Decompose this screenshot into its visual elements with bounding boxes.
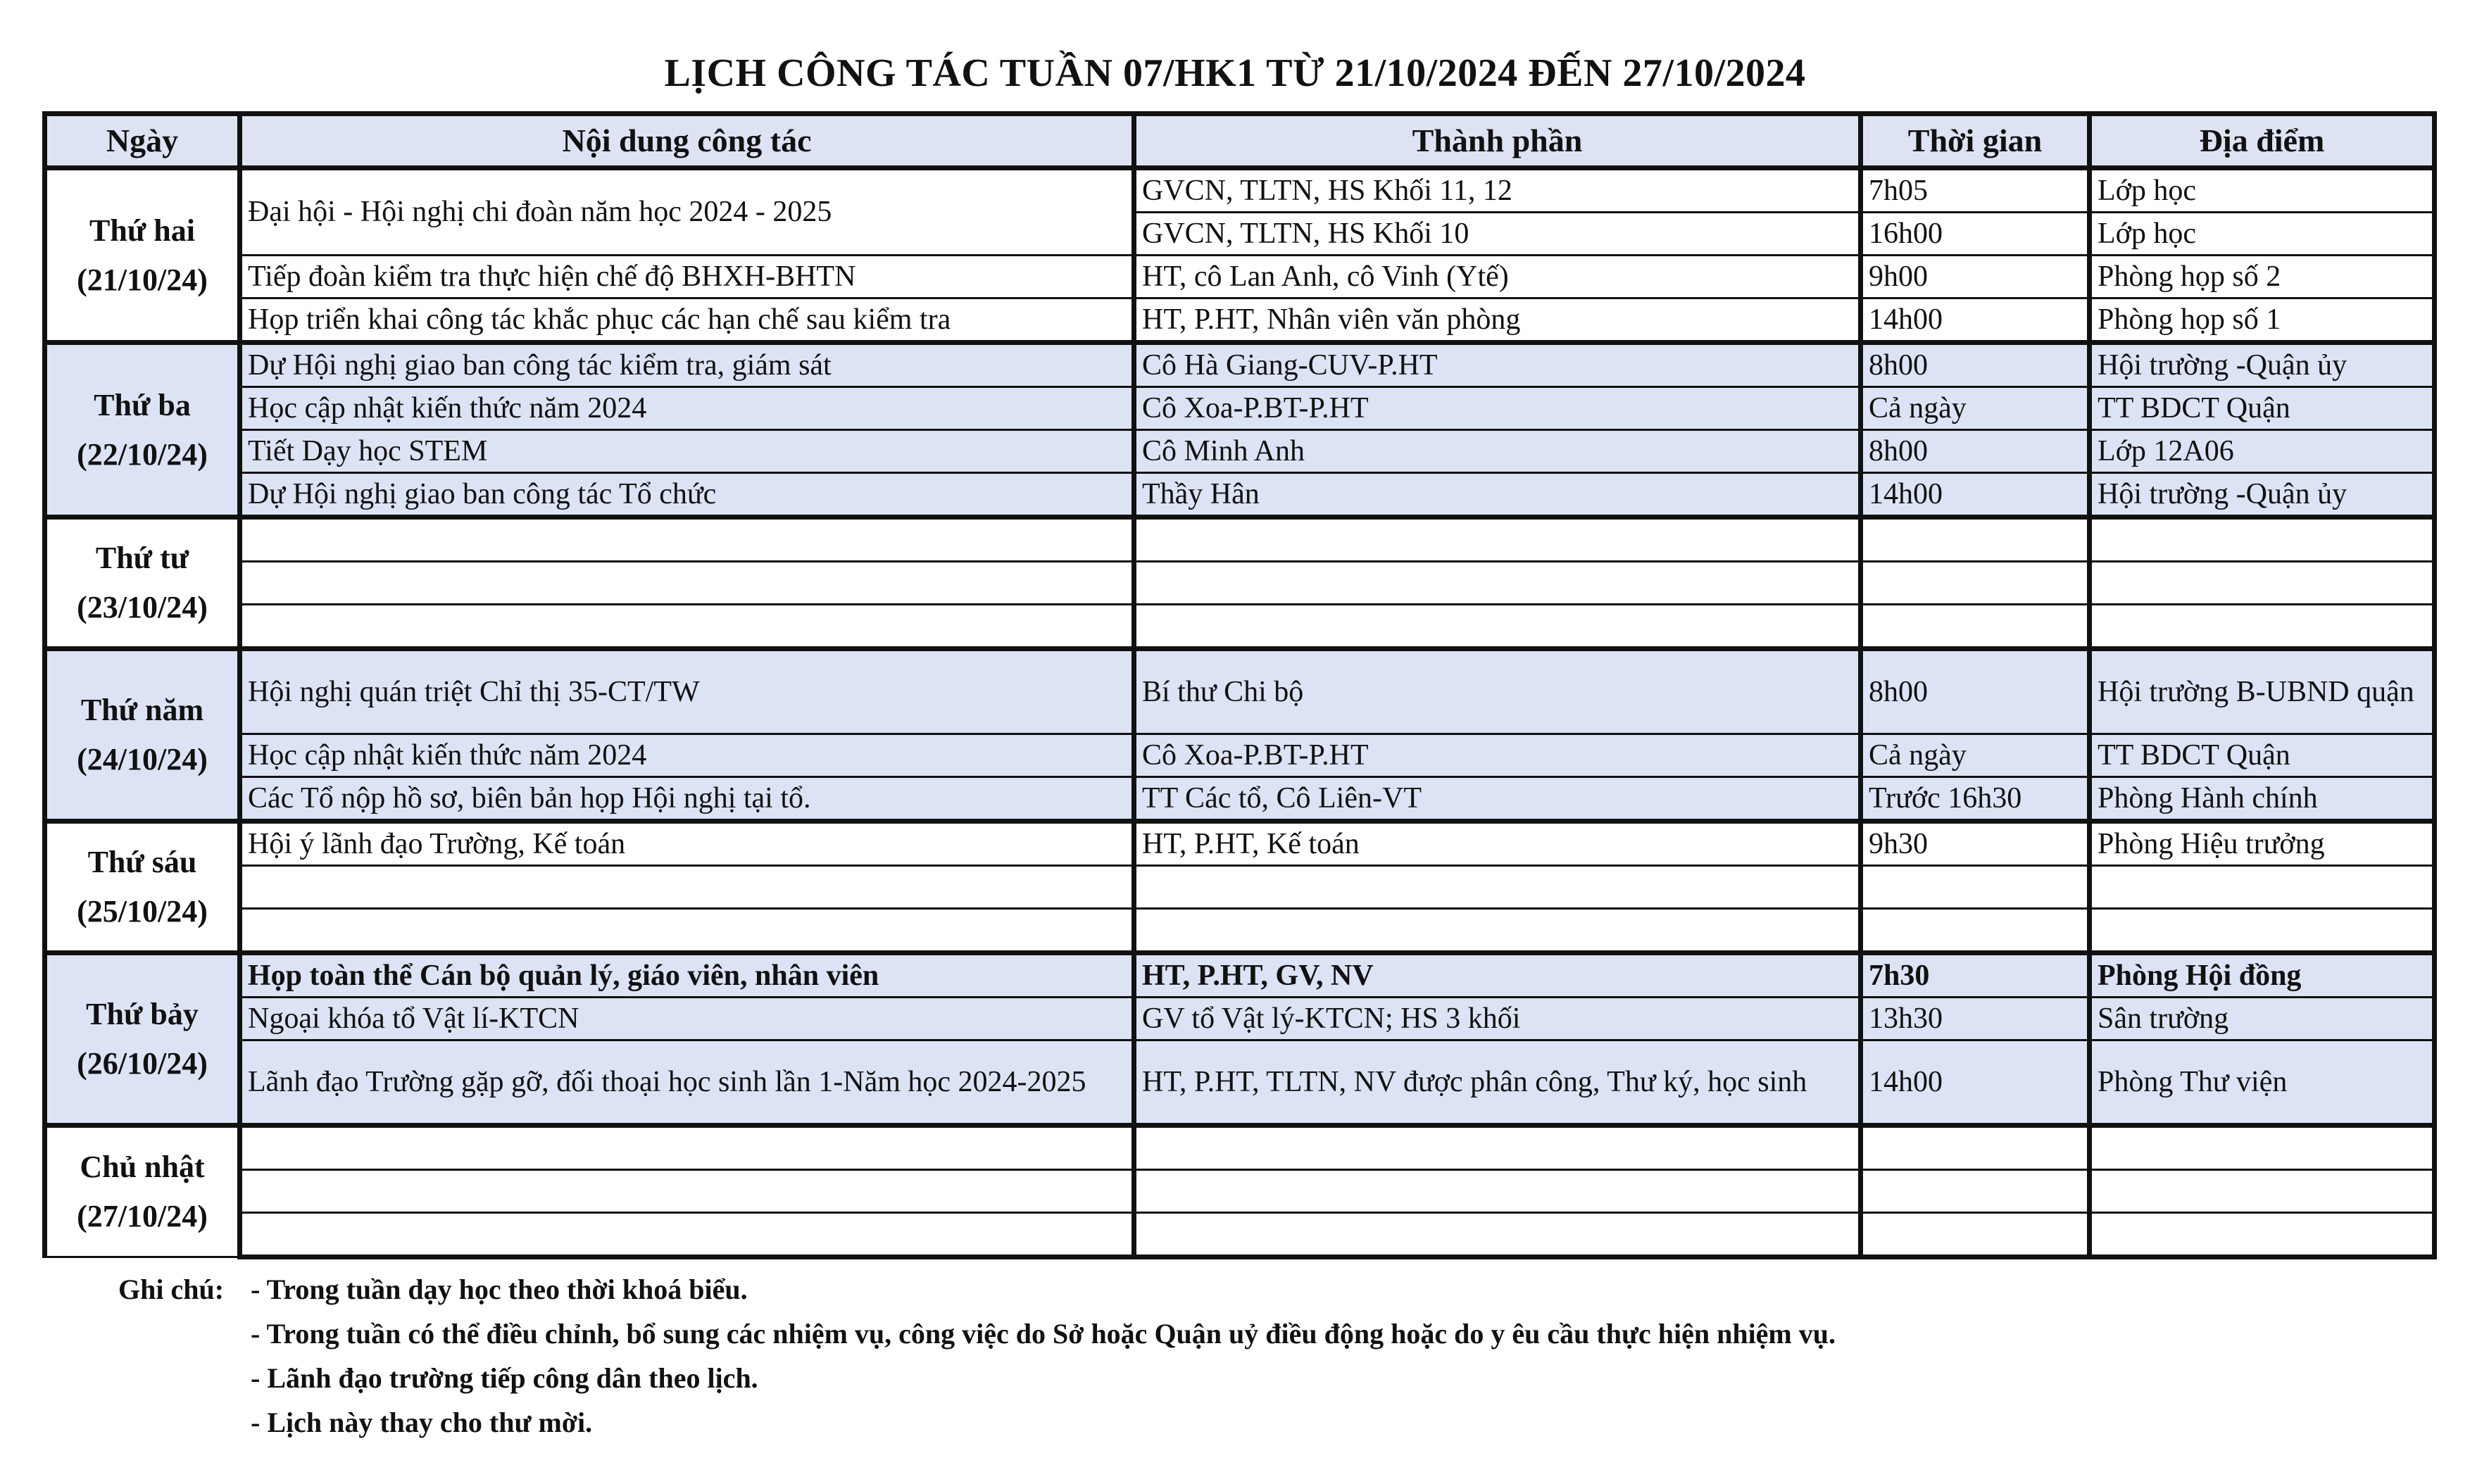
table-row — [45, 777, 2435, 822]
table-row — [45, 1040, 2435, 1126]
header-row — [45, 114, 2435, 168]
content-cell — [240, 605, 1134, 649]
members-cell: Cô Xoa-P.BT-P.HT — [1134, 734, 1861, 777]
place-cell — [2090, 1213, 2435, 1257]
members-cell: Cô Xoa-P.BT-P.HT — [1134, 387, 1861, 430]
content-cell: Các Tổ nộp hồ sơ, biên bản họp Hội nghị tại tổ. — [240, 777, 1134, 822]
content-cell: Họp triển khai công tác khắc phục các hạn chế sau kiểm tra — [240, 298, 1134, 343]
place-cell — [2090, 1126, 2435, 1170]
header-place: Địa điểm — [2090, 114, 2435, 168]
note-item: - Lãnh đạo trường tiếp công dân theo lịch. — [251, 1362, 758, 1394]
content-cell: Tiếp đoàn kiểm tra thực hiện chế độ BHXH-BHTN — [240, 256, 1134, 298]
time-cell: 16h00 — [1861, 213, 2090, 256]
place-cell: Hội trường B-UBND quận — [2090, 649, 2435, 734]
place-cell: TT BDCT Quận — [2090, 734, 2435, 777]
day-date: (22/10/24) — [77, 436, 208, 472]
day-name: Thứ tư — [95, 541, 189, 575]
day-cell-thursday — [45, 649, 240, 822]
day-cell-wednesday — [45, 517, 240, 649]
table-row — [45, 1126, 2435, 1170]
time-cell: 7h30 — [1861, 953, 2090, 998]
members-cell: Bí thư Chi bộ — [1134, 649, 1861, 734]
time-cell: Trước 16h30 — [1861, 777, 2090, 822]
content-cell: Hội ý lãnh đạo Trường, Kế toán — [240, 822, 1134, 866]
time-cell — [1861, 605, 2090, 649]
table-row — [45, 649, 2435, 734]
content-cell — [240, 562, 1134, 605]
members-cell — [1134, 1126, 1861, 1170]
members-cell — [1134, 562, 1861, 605]
table-row — [45, 562, 2435, 605]
place-cell: Phòng Hành chính — [2090, 777, 2435, 822]
header-content: Nội dung công tác — [240, 114, 1134, 168]
time-cell — [1861, 909, 2090, 953]
members-cell: HT, P.HT, Kế toán — [1134, 822, 1861, 866]
table-row — [45, 256, 2435, 298]
table-row — [45, 822, 2435, 866]
time-cell: 14h00 — [1861, 1040, 2090, 1126]
content-cell — [240, 909, 1134, 953]
table-row — [45, 953, 2435, 998]
day-cell-saturday — [45, 953, 240, 1126]
page-title: LỊCH CÔNG TÁC TUẦN 07/HK1 TỪ 21/10/2024 ĐẾN 27/10/2024 — [664, 51, 1806, 95]
members-cell — [1134, 1213, 1861, 1257]
content-cell: Họp toàn thể Cán bộ quản lý, giáo viên, nhân viên — [240, 953, 1134, 998]
day-cell-sunday — [45, 1126, 240, 1257]
members-cell — [1134, 517, 1861, 562]
table-row — [45, 430, 2435, 473]
place-cell: Phòng Hiệu trưởng — [2090, 822, 2435, 866]
header-time: Thời gian — [1861, 114, 2090, 168]
content-cell: Học cập nhật kiến thức năm 2024 — [240, 734, 1134, 777]
place-cell: Phòng họp số 1 — [2090, 298, 2435, 343]
place-cell — [2090, 605, 2435, 649]
place-cell — [2090, 909, 2435, 953]
header-members: Thành phần — [1134, 114, 1861, 168]
table-row — [45, 298, 2435, 343]
day-date: (27/10/24) — [77, 1199, 208, 1233]
content-cell — [240, 1213, 1134, 1257]
time-cell: 14h00 — [1861, 473, 2090, 517]
content-cell — [240, 1126, 1134, 1170]
day-name: Thứ năm — [80, 693, 204, 727]
place-cell: Hội trường -Quận ủy — [2090, 343, 2435, 387]
place-cell: Lớp 12A06 — [2090, 430, 2435, 473]
time-cell — [1861, 1213, 2090, 1257]
members-cell — [1134, 605, 1861, 649]
members-cell: HT, P.HT, GV, NV — [1134, 953, 1861, 998]
time-cell: 8h00 — [1861, 649, 2090, 734]
content-cell — [240, 866, 1134, 909]
place-cell — [2090, 866, 2435, 909]
table-row — [45, 343, 2435, 387]
content-cell: Ngoại khóa tổ Vật lí-KTCN — [240, 998, 1134, 1040]
content-cell: Hội nghị quán triệt Chỉ thị 35-CT/TW — [240, 649, 1134, 734]
table-row — [45, 909, 2435, 953]
members-cell — [1134, 909, 1861, 953]
content-cell: Đại hội - Hội nghị chi đoàn năm học 2024 - 2025 — [240, 168, 1134, 256]
place-cell: Lớp học — [2090, 168, 2435, 213]
place-cell: Phòng Thư viện — [2090, 1040, 2435, 1126]
table-row — [45, 605, 2435, 649]
note-item: - Trong tuần dạy học theo thời khoá biểu. — [251, 1274, 748, 1305]
table-row — [45, 998, 2435, 1040]
place-cell: Phòng họp số 2 — [2090, 256, 2435, 298]
table-row — [45, 168, 2435, 213]
members-cell: HT, P.HT, TLTN, NV được phân công, Thư ký, học sinh — [1134, 1040, 1861, 1126]
content-cell: Dự Hội nghị giao ban công tác kiểm tra, giám sát — [240, 343, 1134, 387]
content-cell: Dự Hội nghị giao ban công tác Tổ chức — [240, 473, 1134, 517]
content-cell: Tiết Dạy học STEM — [240, 430, 1134, 473]
place-cell: Sân trường — [2090, 998, 2435, 1040]
place-cell: Phòng Hội đồng — [2090, 953, 2435, 998]
members-cell: HT, cô Lan Anh, cô Vinh (Ytế) — [1134, 256, 1861, 298]
time-cell: 13h30 — [1861, 998, 2090, 1040]
content-cell: Lãnh đạo Trường gặp gỡ, đối thoại học sinh lần 1-Năm học 2024-2025 — [240, 1040, 1134, 1126]
time-cell — [1861, 562, 2090, 605]
members-cell: GV tổ Vật lý-KTCN; HS 3 khối — [1134, 998, 1861, 1040]
content-cell — [240, 517, 1134, 562]
content-cell: Học cập nhật kiến thức năm 2024 — [240, 387, 1134, 430]
time-cell — [1861, 517, 2090, 562]
members-cell: GVCN, TLTN, HS Khối 10 — [1134, 213, 1861, 256]
time-cell: Cả ngày — [1861, 734, 2090, 777]
day-cell-friday — [45, 822, 240, 953]
day-date: (23/10/24) — [77, 590, 208, 624]
members-cell: HT, P.HT, Nhân viên văn phòng — [1134, 298, 1861, 343]
notes-label: Ghi chú: — [118, 1274, 225, 1305]
table-row — [45, 866, 2435, 909]
place-cell: Hội trường -Quận ủy — [2090, 473, 2435, 517]
members-cell: Cô Minh Anh — [1134, 430, 1861, 473]
place-cell: Lớp học — [2090, 213, 2435, 256]
place-cell — [2090, 562, 2435, 605]
time-cell: Cả ngày — [1861, 387, 2090, 430]
table-row — [45, 1170, 2435, 1213]
note-item: - Lịch này thay cho thư mời. — [251, 1407, 593, 1438]
day-cell-tuesday — [45, 343, 240, 517]
day-date: (25/10/24) — [77, 894, 208, 929]
time-cell: 9h30 — [1861, 822, 2090, 866]
day-date: (21/10/24) — [77, 262, 208, 297]
time-cell: 14h00 — [1861, 298, 2090, 343]
table-row — [45, 517, 2435, 562]
table-row — [45, 734, 2435, 777]
members-cell: TT Các tổ, Cô Liên-VT — [1134, 777, 1861, 822]
notes-section — [113, 1267, 1836, 1445]
note-item: - Trong tuần có thể điều chỉnh, bổ sung các nhiệm vụ, công việc do Sở hoặc Quận uỷ điều động hoặc do y êu cầu thực hiện nhiệm vụ. — [251, 1318, 1836, 1350]
time-cell — [1861, 1126, 2090, 1170]
time-cell: 8h00 — [1861, 343, 2090, 387]
day-name: Thứ ba — [94, 387, 191, 422]
time-cell — [1861, 1170, 2090, 1213]
day-name: Chủ nhật — [80, 1150, 205, 1184]
time-cell — [1861, 866, 2090, 909]
members-cell: Thầy Hân — [1134, 473, 1861, 517]
members-cell: GVCN, TLTN, HS Khối 11, 12 — [1134, 168, 1861, 213]
day-date: (26/10/24) — [77, 1046, 208, 1081]
schedule-table — [42, 111, 2437, 1259]
content-cell — [240, 1170, 1134, 1213]
members-cell: Cô Hà Giang-CUV-P.HT — [1134, 343, 1861, 387]
notes-list — [113, 1267, 1836, 1445]
place-cell: TT BDCT Quận — [2090, 387, 2435, 430]
day-name: Thứ bảy — [86, 997, 199, 1031]
time-cell: 9h00 — [1861, 256, 2090, 298]
time-cell: 8h00 — [1861, 430, 2090, 473]
table-row — [45, 387, 2435, 430]
table-row — [45, 473, 2435, 517]
day-name: Thứ sáu — [87, 845, 197, 879]
members-cell — [1134, 866, 1861, 909]
table-row — [45, 1213, 2435, 1257]
day-name: Thứ hai — [89, 213, 195, 248]
day-cell-monday — [45, 168, 240, 343]
day-date: (24/10/24) — [77, 742, 208, 776]
place-cell — [2090, 517, 2435, 562]
time-cell: 7h05 — [1861, 168, 2090, 213]
place-cell — [2090, 1170, 2435, 1213]
members-cell — [1134, 1170, 1861, 1213]
header-day: Ngày — [45, 114, 240, 168]
